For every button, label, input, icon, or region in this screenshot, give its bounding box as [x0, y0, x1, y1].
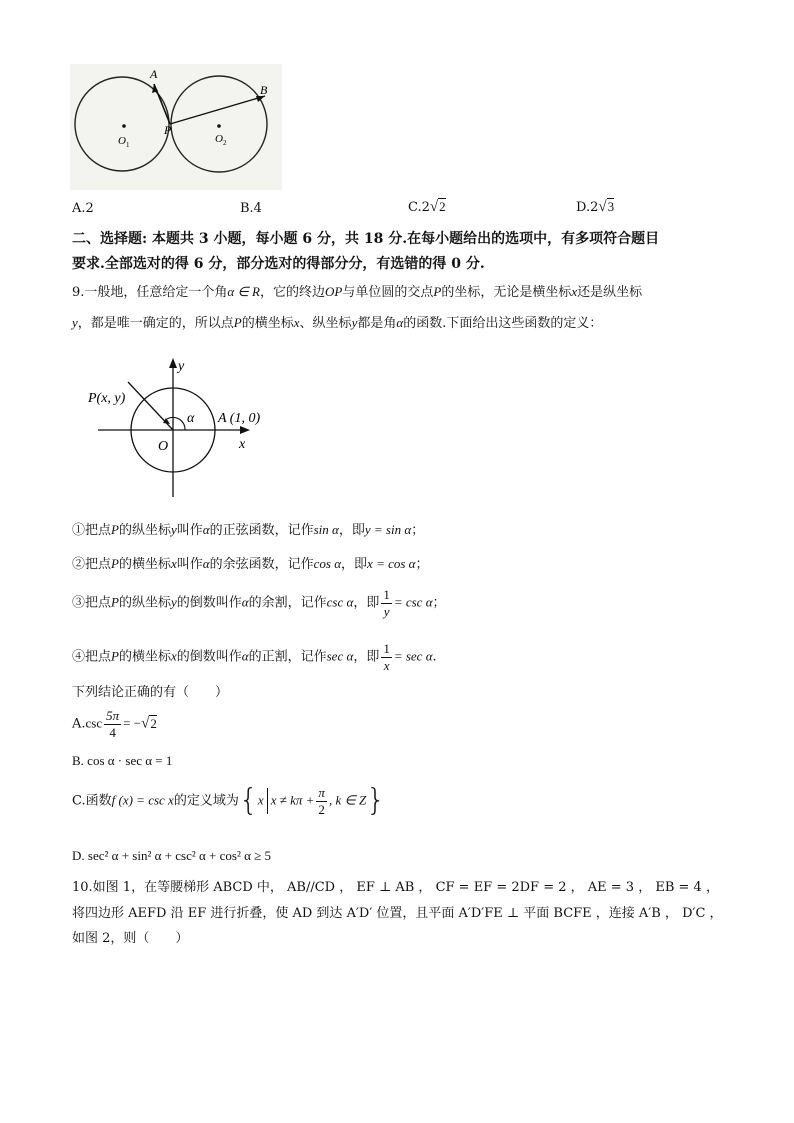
- def-text: ；: [432, 595, 446, 611]
- math-expr: sec α: [326, 648, 354, 664]
- q9-option-c: [72, 783, 386, 819]
- fraction-1-over-y: [381, 588, 392, 618]
- math-p: P: [111, 522, 119, 537]
- fraction-5pi-over-4: [104, 709, 121, 739]
- center-o1-dot: [122, 124, 126, 128]
- math-x: x: [170, 556, 177, 571]
- q9-text: 、纵坐标: [299, 316, 352, 331]
- q9-text: 的坐标，无论是横坐标: [441, 285, 572, 300]
- q10-line1: 10.如图 1，在等腰梯形 ABCD 中， AB//CD ， EF ⊥ AB ， CF = EF = 2DF = 2 ， AE = 3 ， EB = 4 ，: [72, 880, 719, 895]
- q9-text: ，都是唯一确定的，所以点: [77, 316, 234, 331]
- math-op: OP: [325, 284, 343, 299]
- right-brace: }: [366, 783, 386, 819]
- two-circles-figure: [70, 64, 282, 190]
- label-o1-sub: 1: [126, 141, 130, 149]
- q9-text: 的函数.下面给出这些函数的定义：: [403, 316, 603, 331]
- label-o1: O: [118, 135, 126, 147]
- math-alpha: α: [202, 556, 210, 571]
- math-expr: f (x) = csc x: [111, 792, 174, 808]
- def-text: 的横坐标: [118, 557, 171, 572]
- fraction-denominator: 2: [318, 801, 325, 817]
- radical-sign: √: [141, 715, 150, 732]
- q8-option-d: [576, 200, 614, 215]
- q9-text: ，它的终边: [260, 285, 326, 300]
- q9-option-b: B. cos α · sec α = 1: [72, 753, 173, 768]
- q8-option-d-radicand: 3: [607, 199, 615, 214]
- figure-background: [70, 64, 282, 190]
- unit-circle-figure: [84, 350, 274, 500]
- fraction-denominator: 4: [109, 724, 116, 740]
- radicand: 2: [150, 715, 157, 731]
- q9-option-a: [72, 709, 157, 739]
- fraction-numerator: 1: [383, 587, 390, 602]
- math-expr: x ≠ kπ +: [270, 792, 315, 808]
- q8-option-c-radicand: 2: [439, 199, 446, 214]
- def-text: ③把点: [72, 595, 112, 611]
- q10-line2: 将四边形 AEFD 沿 EF 进行折叠，使 AD 到达 A′D′ 位置，且平面 A′D′FE ⊥ 平面 BCFE ，连接 A′B ， D′C ，: [72, 906, 723, 921]
- def-text: .: [432, 649, 437, 665]
- def-text: ，即: [353, 649, 380, 665]
- def-text: ；: [411, 523, 425, 538]
- math-expr: cos α: [313, 556, 342, 571]
- math-alpha-in-r: α ∈ R: [227, 284, 260, 299]
- math-expr: = −: [123, 715, 142, 731]
- label-p-point: P(x, y): [88, 391, 126, 406]
- option-label: C.函数: [72, 793, 112, 809]
- math-p: P: [111, 556, 119, 571]
- set-builder-bar: [267, 788, 268, 814]
- radical-sign: √: [598, 199, 607, 215]
- fraction-numerator: π: [318, 785, 325, 800]
- definition-4: [72, 642, 437, 672]
- def-text: ，即: [338, 523, 365, 538]
- q10-line3: 如图 2，则（ ）: [72, 931, 189, 946]
- def-text: 的余割，记作: [248, 595, 327, 611]
- option-text: 的定义域为: [173, 793, 239, 809]
- label-o2-sub: 2: [223, 139, 227, 147]
- math-x: x: [257, 792, 264, 808]
- math-alpha: α: [241, 594, 249, 610]
- definition-2: [72, 557, 429, 571]
- label-y: y: [178, 359, 185, 374]
- q9-option-d: D. sec² α + sin² α + csc² α + cos² α ≥ 5: [72, 848, 272, 863]
- math-x: x: [571, 284, 578, 299]
- fraction-numerator: 5π: [106, 708, 120, 723]
- math-p: P: [233, 315, 242, 330]
- math-y: y: [170, 522, 177, 537]
- def-text: ，即: [341, 557, 368, 572]
- def-text: 的余弦函数，记作: [209, 557, 314, 572]
- def-text: ，即: [353, 595, 380, 611]
- def-text: 的正割，记作: [248, 649, 327, 665]
- section2-line2: 要求.全部选对的得 6 分，部分选对的得部分分，有选错的得 0 分.: [72, 256, 485, 272]
- label-origin: O: [158, 439, 169, 454]
- math-p: P: [433, 284, 442, 299]
- q9-text: 的横坐标: [241, 316, 294, 331]
- fraction-1-over-x: [381, 642, 392, 672]
- fraction-denominator: x: [383, 657, 390, 673]
- q9-text: 都是角: [357, 316, 397, 331]
- q9-intro-line1: [72, 285, 642, 299]
- math-alpha: α: [202, 522, 210, 537]
- math-alpha: α: [241, 648, 249, 664]
- def-text: 叫作: [176, 557, 203, 572]
- def-text: 的倒数叫作: [176, 595, 242, 611]
- label-x: x: [239, 437, 246, 452]
- math-x: x: [293, 315, 300, 330]
- fraction-numerator: 1: [383, 641, 390, 656]
- center-o2-dot: [217, 124, 221, 128]
- label-alpha: α: [187, 411, 195, 426]
- label-a: A: [150, 67, 158, 81]
- q8-option-c-prefix: C.2: [408, 200, 430, 215]
- q9-intro-line2: [72, 316, 602, 330]
- x-axis-arrow: [240, 426, 250, 434]
- def-text: ②把点: [72, 557, 112, 572]
- def-text: 的横坐标: [118, 649, 171, 665]
- math-expr: x = cos α: [367, 556, 416, 571]
- q9-text: 9.一般地，任意给定一个角: [72, 285, 228, 300]
- math-expr: , k ∈ Z: [328, 792, 367, 808]
- q9-text: 还是纵坐标: [577, 285, 643, 300]
- label-p: P: [164, 123, 172, 137]
- math-expr: csc α: [326, 594, 354, 610]
- q8-option-b: B.4: [240, 201, 262, 216]
- definition-3: [72, 588, 446, 618]
- def-text: ①把点: [72, 523, 112, 538]
- q9-text: 与单位圆的交点: [342, 285, 434, 300]
- def-text: 的纵坐标: [118, 523, 171, 538]
- radical-sign: √: [429, 199, 439, 215]
- math-expr: = csc α: [393, 594, 433, 610]
- left-brace: {: [238, 783, 258, 819]
- label-a-point: A (1, 0): [218, 411, 261, 426]
- math-fn: csc: [85, 715, 103, 731]
- def-text: 的正弦函数，记作: [209, 523, 314, 538]
- q8-option-d-prefix: D.2: [576, 200, 599, 215]
- def-text: 叫作: [176, 523, 203, 538]
- def-text: 的倒数叫作: [176, 649, 242, 665]
- def-text: 的纵坐标: [118, 595, 171, 611]
- math-p: P: [111, 648, 119, 664]
- q8-option-a: A.2: [72, 201, 94, 216]
- section2-line1: 二、选择题: 本题共 3 小题，每小题 6 分，共 18 分.在每小题给出的选项中，有多项符合题目: [72, 231, 660, 247]
- math-y: y: [72, 315, 78, 330]
- math-expr: sin α: [313, 522, 339, 537]
- def-text: ④把点: [72, 649, 112, 665]
- q9-question: 下列结论正确的有（ ）: [72, 685, 229, 700]
- def-text: ；: [415, 557, 429, 572]
- definition-1: [72, 523, 424, 537]
- math-expr: y = sin α: [364, 522, 412, 537]
- fraction-denominator: y: [383, 603, 390, 619]
- label-o2: O: [215, 133, 223, 145]
- math-alpha: α: [396, 315, 404, 330]
- option-label: A.: [72, 716, 86, 732]
- math-expr: = sec α: [393, 648, 433, 664]
- q8-option-c: [408, 200, 446, 215]
- fraction-pi-over-2: [316, 786, 327, 816]
- y-axis-arrow: [169, 358, 177, 368]
- math-p: P: [111, 594, 119, 610]
- math-y: y: [170, 594, 177, 610]
- math-y: y: [351, 315, 358, 330]
- label-b: B: [260, 83, 268, 97]
- math-x: x: [170, 648, 177, 664]
